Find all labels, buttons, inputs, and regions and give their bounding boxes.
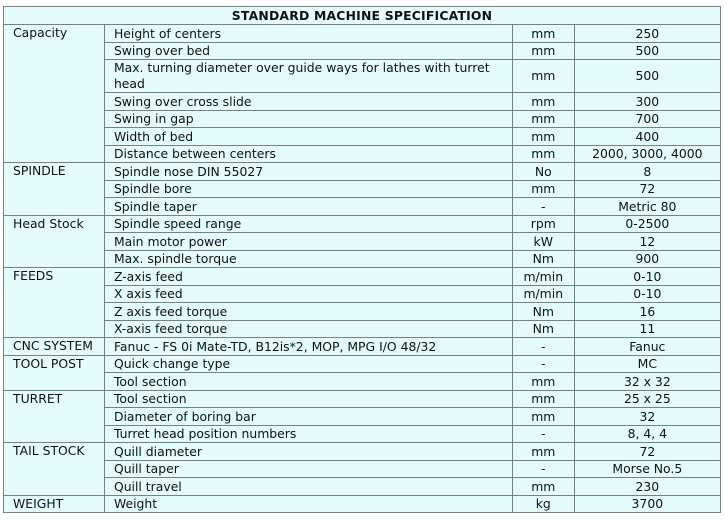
unit-cell: mm bbox=[512, 93, 574, 111]
description-cell: Diameter of boring bar bbox=[104, 408, 512, 426]
table-row bbox=[4, 163, 721, 181]
title-row bbox=[4, 7, 721, 25]
unit-cell: mm bbox=[512, 390, 574, 408]
table-row bbox=[4, 285, 721, 303]
unit-cell: mm bbox=[512, 180, 574, 198]
table-row bbox=[4, 320, 721, 338]
table-row bbox=[4, 303, 721, 321]
value-cell: 500 bbox=[574, 42, 720, 60]
category-cell: Head Stock bbox=[4, 215, 105, 268]
value-cell: 8 bbox=[574, 163, 720, 181]
description-cell: Quill travel bbox=[104, 478, 512, 496]
unit-cell: Nm bbox=[512, 320, 574, 338]
table-row bbox=[4, 215, 721, 233]
unit-cell: kW bbox=[512, 233, 574, 251]
value-cell: Fanuc bbox=[574, 338, 720, 356]
description-cell: Spindle nose DIN 55027 bbox=[104, 163, 512, 181]
value-cell: 230 bbox=[574, 478, 720, 496]
description-cell: Distance between centers bbox=[104, 145, 512, 163]
value-cell: Metric 80 bbox=[574, 198, 720, 216]
description-cell: Main motor power bbox=[104, 233, 512, 251]
unit-cell: - bbox=[512, 338, 574, 356]
value-cell: 25 x 25 bbox=[574, 390, 720, 408]
table-row bbox=[4, 25, 721, 43]
unit-cell: mm bbox=[512, 128, 574, 146]
value-cell: 32 x 32 bbox=[574, 373, 720, 391]
table-row bbox=[4, 443, 721, 461]
table-row bbox=[4, 250, 721, 268]
description-cell: Swing over bed bbox=[104, 42, 512, 60]
table-row bbox=[4, 128, 721, 146]
unit-cell: m/min bbox=[512, 285, 574, 303]
table-title: STANDARD MACHINE SPECIFICATION bbox=[4, 7, 721, 25]
value-cell: MC bbox=[574, 355, 720, 373]
description-cell: Spindle speed range bbox=[104, 215, 512, 233]
table-row bbox=[4, 338, 721, 356]
unit-cell: mm bbox=[512, 60, 574, 93]
table-row bbox=[4, 460, 721, 478]
table-row bbox=[4, 110, 721, 128]
unit-cell: mm bbox=[512, 110, 574, 128]
unit-cell: rpm bbox=[512, 215, 574, 233]
category-cell: SPINDLE bbox=[4, 163, 105, 216]
description-cell: Fanuc - FS 0i Mate-TD, B12is*2, MOP, MPG I/O 48/32 bbox=[104, 338, 512, 356]
unit-cell: mm bbox=[512, 25, 574, 43]
unit-cell: mm bbox=[512, 373, 574, 391]
description-cell: Height of centers bbox=[104, 25, 512, 43]
description-cell: Quick change type bbox=[104, 355, 512, 373]
value-cell: 400 bbox=[574, 128, 720, 146]
value-cell: 2000, 3000, 4000 bbox=[574, 145, 720, 163]
unit-cell: Nm bbox=[512, 250, 574, 268]
unit-cell: No bbox=[512, 163, 574, 181]
table-row bbox=[4, 495, 721, 513]
unit-cell: mm bbox=[512, 145, 574, 163]
value-cell: Morse No.5 bbox=[574, 460, 720, 478]
unit-cell: mm bbox=[512, 443, 574, 461]
description-cell: Quill taper bbox=[104, 460, 512, 478]
description-cell: X-axis feed torque bbox=[104, 320, 512, 338]
table-row bbox=[4, 42, 721, 60]
description-cell: Z axis feed torque bbox=[104, 303, 512, 321]
unit-cell: mm bbox=[512, 42, 574, 60]
value-cell: 32 bbox=[574, 408, 720, 426]
unit-cell: kg bbox=[512, 495, 574, 513]
value-cell: 12 bbox=[574, 233, 720, 251]
value-cell: 900 bbox=[574, 250, 720, 268]
description-cell: Swing over cross slide bbox=[104, 93, 512, 111]
value-cell: 700 bbox=[574, 110, 720, 128]
table-row bbox=[4, 478, 721, 496]
unit-cell: - bbox=[512, 198, 574, 216]
category-cell: FEEDS bbox=[4, 268, 105, 338]
table-row bbox=[4, 268, 721, 286]
description-cell: X axis feed bbox=[104, 285, 512, 303]
description-cell: Tool section bbox=[104, 390, 512, 408]
value-cell: 250 bbox=[574, 25, 720, 43]
table-row bbox=[4, 233, 721, 251]
description-cell: Max. spindle torque bbox=[104, 250, 512, 268]
unit-cell: mm bbox=[512, 408, 574, 426]
value-cell: 72 bbox=[574, 180, 720, 198]
table-row bbox=[4, 60, 721, 93]
description-cell: Width of bed bbox=[104, 128, 512, 146]
value-cell: 0-10 bbox=[574, 268, 720, 286]
category-cell: CNC SYSTEM bbox=[4, 338, 105, 356]
value-cell: 8, 4, 4 bbox=[574, 425, 720, 443]
table-row bbox=[4, 180, 721, 198]
value-cell: 0-10 bbox=[574, 285, 720, 303]
description-cell: Turret head position numbers bbox=[104, 425, 512, 443]
description-cell: Z-axis feed bbox=[104, 268, 512, 286]
table-row bbox=[4, 408, 721, 426]
unit-cell: - bbox=[512, 460, 574, 478]
value-cell: 300 bbox=[574, 93, 720, 111]
spec-body bbox=[4, 25, 721, 513]
description-cell: Quill diameter bbox=[104, 443, 512, 461]
table-row bbox=[4, 93, 721, 111]
description-cell: Max. turning diameter over guide ways for lathes with turret head bbox=[104, 60, 512, 93]
category-cell: TURRET bbox=[4, 390, 105, 443]
table-row bbox=[4, 145, 721, 163]
value-cell: 11 bbox=[574, 320, 720, 338]
description-cell: Weight bbox=[104, 495, 512, 513]
unit-cell: - bbox=[512, 355, 574, 373]
category-cell: TOOL POST bbox=[4, 355, 105, 390]
spec-table bbox=[3, 6, 721, 513]
category-cell: WEIGHT bbox=[4, 495, 105, 513]
value-cell: 72 bbox=[574, 443, 720, 461]
value-cell: 3700 bbox=[574, 495, 720, 513]
table-row bbox=[4, 198, 721, 216]
unit-cell: m/min bbox=[512, 268, 574, 286]
description-cell: Tool section bbox=[104, 373, 512, 391]
unit-cell: - bbox=[512, 425, 574, 443]
unit-cell: Nm bbox=[512, 303, 574, 321]
table-row bbox=[4, 355, 721, 373]
unit-cell: mm bbox=[512, 478, 574, 496]
description-cell: Swing in gap bbox=[104, 110, 512, 128]
table-row bbox=[4, 373, 721, 391]
value-cell: 0-2500 bbox=[574, 215, 720, 233]
category-cell: TAIL STOCK bbox=[4, 443, 105, 496]
category-cell: Capacity bbox=[4, 25, 105, 163]
description-cell: Spindle bore bbox=[104, 180, 512, 198]
value-cell: 16 bbox=[574, 303, 720, 321]
description-cell: Spindle taper bbox=[104, 198, 512, 216]
value-cell: 500 bbox=[574, 60, 720, 93]
table-row bbox=[4, 425, 721, 443]
table-row bbox=[4, 390, 721, 408]
